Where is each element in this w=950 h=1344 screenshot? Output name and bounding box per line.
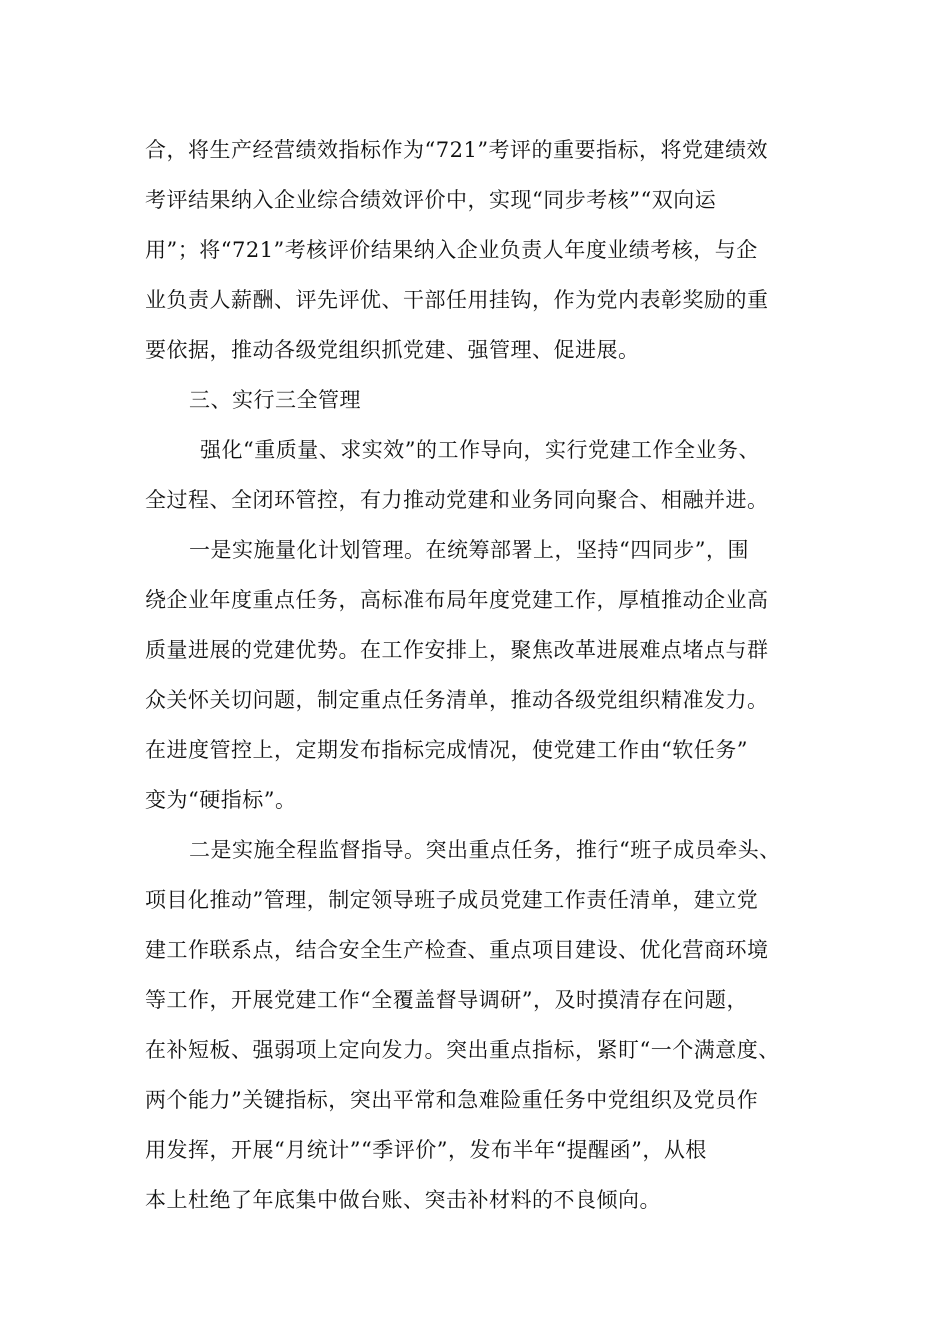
text-line: 强化“重质量、求实效”的工作导向，实行党建工作全业务、 <box>200 438 760 462</box>
text-line: 本上杜绝了年底集中做台账、突击补材料的不良倾向。 <box>145 1188 661 1212</box>
text-line: 一是实施量化计划管理。在统筹部署上，坚持“四同步”，围 <box>189 538 749 562</box>
text-line: 用发挥，开展“月统计”“季评价”，发布半年“提醒函”，从根 <box>145 1138 707 1162</box>
text-line: 在补短板、强弱项上定向发力。突出重点指标，紧盯“一个满意度、 <box>145 1038 780 1062</box>
text-line: 绕企业年度重点任务，高标准布局年度党建工作，厚植推动企业高 <box>145 588 769 612</box>
text-line: 用”；将“721”考核评价结果纳入企业负责人年度业绩考核，与企 <box>145 238 758 262</box>
text-line: 等工作，开展党建工作“全覆盖督导调研”，及时摸清存在问题， <box>145 988 748 1012</box>
text-line: 项目化推动”管理，制定领导班子成员党建工作责任清单，建立党 <box>145 888 759 912</box>
text-line: 众关怀关切问题，制定重点任务清单，推动各级党组织精准发力。 <box>145 688 769 712</box>
text-line: 变为“硬指标”。 <box>145 788 297 812</box>
text-line: 二是实施全程监督指导。突出重点任务，推行“班子成员牵头、 <box>189 838 781 862</box>
text-line: 两个能力”关键指标，突出平常和急难险重任务中党组织及党员作 <box>145 1088 759 1112</box>
text-line: 合，将生产经营绩效指标作为“721”考评的重要指标，将党建绩效 <box>145 138 769 162</box>
text-line: 考评结果纳入企业综合绩效评价中，实现“同步考核”“双向运 <box>145 188 717 212</box>
text-line: 要依据，推动各级党组织抓党建、强管理、促进展。 <box>145 338 640 362</box>
text-line: 质量进展的党建优势。在工作安排上，聚焦改革进展难点堵点与群 <box>145 638 769 662</box>
section-heading: 三、实行三全管理 <box>189 388 361 412</box>
text-line: 业负责人薪酬、评先评优、干部任用挂钩，作为党内表彰奖励的重 <box>145 288 769 312</box>
text-line: 全过程、全闭环管控，有力推动党建和业务同向聚合、相融并进。 <box>145 488 769 512</box>
text-line: 建工作联系点，结合安全生产检查、重点项目建设、优化营商环境 <box>145 938 769 962</box>
text-line: 在进度管控上，定期发布指标完成情况，使党建工作由“软任务” <box>145 738 748 762</box>
